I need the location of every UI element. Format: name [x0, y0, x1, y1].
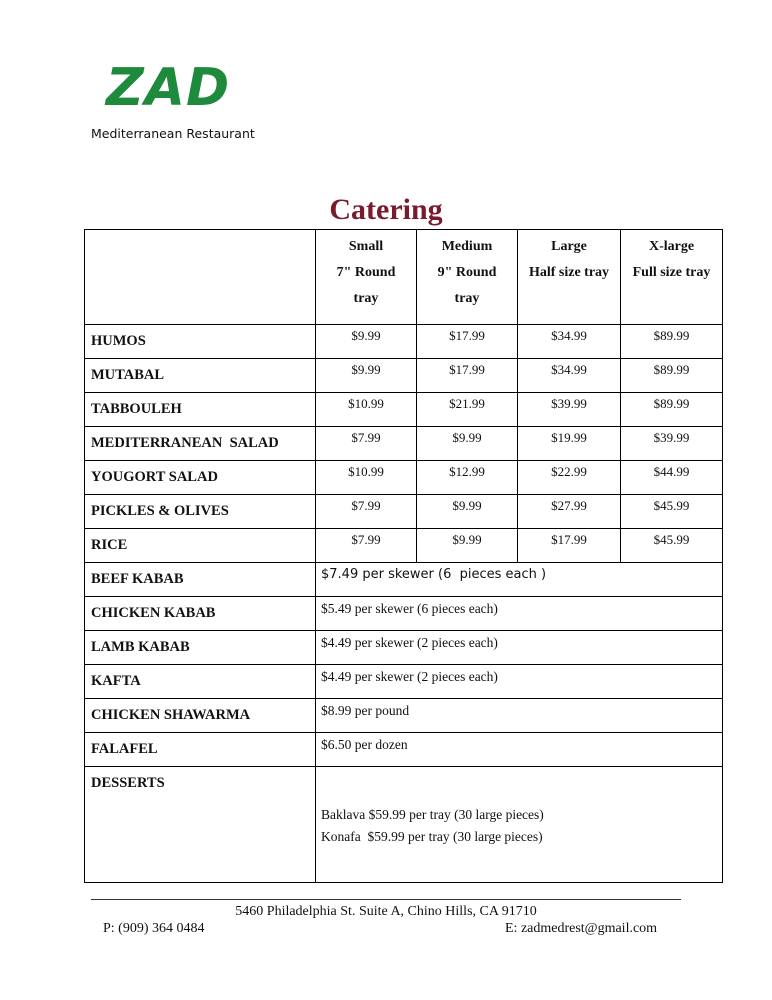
flat-price-cell: $8.99 per pound — [316, 699, 723, 733]
size-header-small — [316, 230, 417, 325]
size-label: X-large — [648, 239, 695, 254]
price-cell: $7.99 — [316, 427, 417, 461]
price-cell: $45.99 — [621, 495, 723, 529]
price-cell: $89.99 — [621, 359, 723, 393]
table-row — [85, 699, 723, 733]
footer-phone: P: (909) 364 0484 — [103, 921, 205, 936]
size-header-row — [85, 230, 723, 325]
header-empty-cell — [85, 230, 316, 325]
price-cell: $44.99 — [621, 461, 723, 495]
item-name: YOUGORT SALAD — [85, 461, 316, 495]
price-cell: $9.99 — [316, 325, 417, 359]
price-cell: $9.99 — [316, 359, 417, 393]
item-name: MUTABAL — [85, 359, 316, 393]
price-cell: $22.99 — [518, 461, 621, 495]
size-label: Large — [551, 239, 587, 254]
flat-price-cell: $5.49 per skewer (6 pieces each) — [316, 597, 723, 631]
price-cell: $34.99 — [518, 359, 621, 393]
dessert-line: Baklava $59.99 per tray (30 large pieces) — [321, 807, 544, 822]
footer-divider — [91, 899, 681, 900]
price-cell: $45.99 — [621, 529, 723, 563]
table-row — [85, 631, 723, 665]
item-name: LAMB KABAB — [85, 631, 316, 665]
table-row — [85, 461, 723, 495]
catering-price-table — [84, 229, 723, 883]
size-header-large — [518, 230, 621, 325]
item-name: RICE — [85, 529, 316, 563]
footer-address: 5460 Philadelphia St. Suite A, Chino Hills, CA 91710 — [235, 904, 537, 919]
size-label: 7" Round — [336, 265, 396, 280]
table-row — [85, 563, 723, 597]
item-name: HUMOS — [85, 325, 316, 359]
brand-logo: ZAD — [106, 58, 231, 118]
dessert-price-cell — [316, 767, 723, 883]
price-cell: $27.99 — [518, 495, 621, 529]
page-title: Catering — [329, 193, 443, 226]
table-row — [85, 325, 723, 359]
price-cell: $89.99 — [621, 325, 723, 359]
price-cell: $10.99 — [316, 393, 417, 427]
item-name: CHICKEN KABAB — [85, 597, 316, 631]
flat-price-cell: $4.49 per skewer (2 pieces each) — [316, 631, 723, 665]
size-label: tray — [454, 291, 480, 306]
price-cell: $17.99 — [417, 325, 518, 359]
item-name: FALAFEL — [85, 733, 316, 767]
price-cell: $21.99 — [417, 393, 518, 427]
footer-email: E: zadmedrest@gmail.com — [505, 921, 658, 936]
dessert-line: Konafa $59.99 per tray (30 large pieces) — [321, 829, 543, 844]
table-row — [85, 767, 723, 883]
size-header-xlarge — [621, 230, 723, 325]
table-row — [85, 597, 723, 631]
price-cell: $89.99 — [621, 393, 723, 427]
size-label: Medium — [441, 239, 493, 254]
price-cell: $9.99 — [417, 495, 518, 529]
price-cell: $12.99 — [417, 461, 518, 495]
flat-price-cell: $6.50 per dozen — [316, 733, 723, 767]
item-name: MEDITERRANEAN SALAD — [85, 427, 316, 461]
item-name: PICKLES & OLIVES — [85, 495, 316, 529]
price-cell: $39.99 — [518, 393, 621, 427]
size-label: Full size tray — [632, 265, 711, 280]
item-name: CHICKEN SHAWARMA — [85, 699, 316, 733]
table-row — [85, 427, 723, 461]
price-cell: $9.99 — [417, 529, 518, 563]
table-row — [85, 359, 723, 393]
size-label: Small — [348, 239, 384, 254]
price-cell: $7.99 — [316, 495, 417, 529]
item-name: KAFTA — [85, 665, 316, 699]
price-cell: $39.99 — [621, 427, 723, 461]
table-row — [85, 665, 723, 699]
item-name: DESSERTS — [85, 767, 316, 883]
price-cell: $17.99 — [518, 529, 621, 563]
price-cell: $7.99 — [316, 529, 417, 563]
size-label: tray — [353, 291, 379, 306]
item-name: BEEF KABAB — [85, 563, 316, 597]
size-label: Half size tray — [528, 265, 610, 280]
price-cell: $17.99 — [417, 359, 518, 393]
table-row — [85, 529, 723, 563]
table-row — [85, 393, 723, 427]
size-label: 9" Round — [437, 265, 497, 280]
size-header-medium — [417, 230, 518, 325]
flat-price-cell: $7.49 per skewer (6 pieces each ) — [316, 563, 723, 597]
brand-subtitle: Mediterranean Restaurant — [91, 126, 255, 141]
price-cell: $10.99 — [316, 461, 417, 495]
price-cell: $19.99 — [518, 427, 621, 461]
price-cell: $9.99 — [417, 427, 518, 461]
table-row — [85, 495, 723, 529]
price-cell: $34.99 — [518, 325, 621, 359]
item-name: TABBOULEH — [85, 393, 316, 427]
flat-price-cell: $4.49 per skewer (2 pieces each) — [316, 665, 723, 699]
table-row — [85, 733, 723, 767]
